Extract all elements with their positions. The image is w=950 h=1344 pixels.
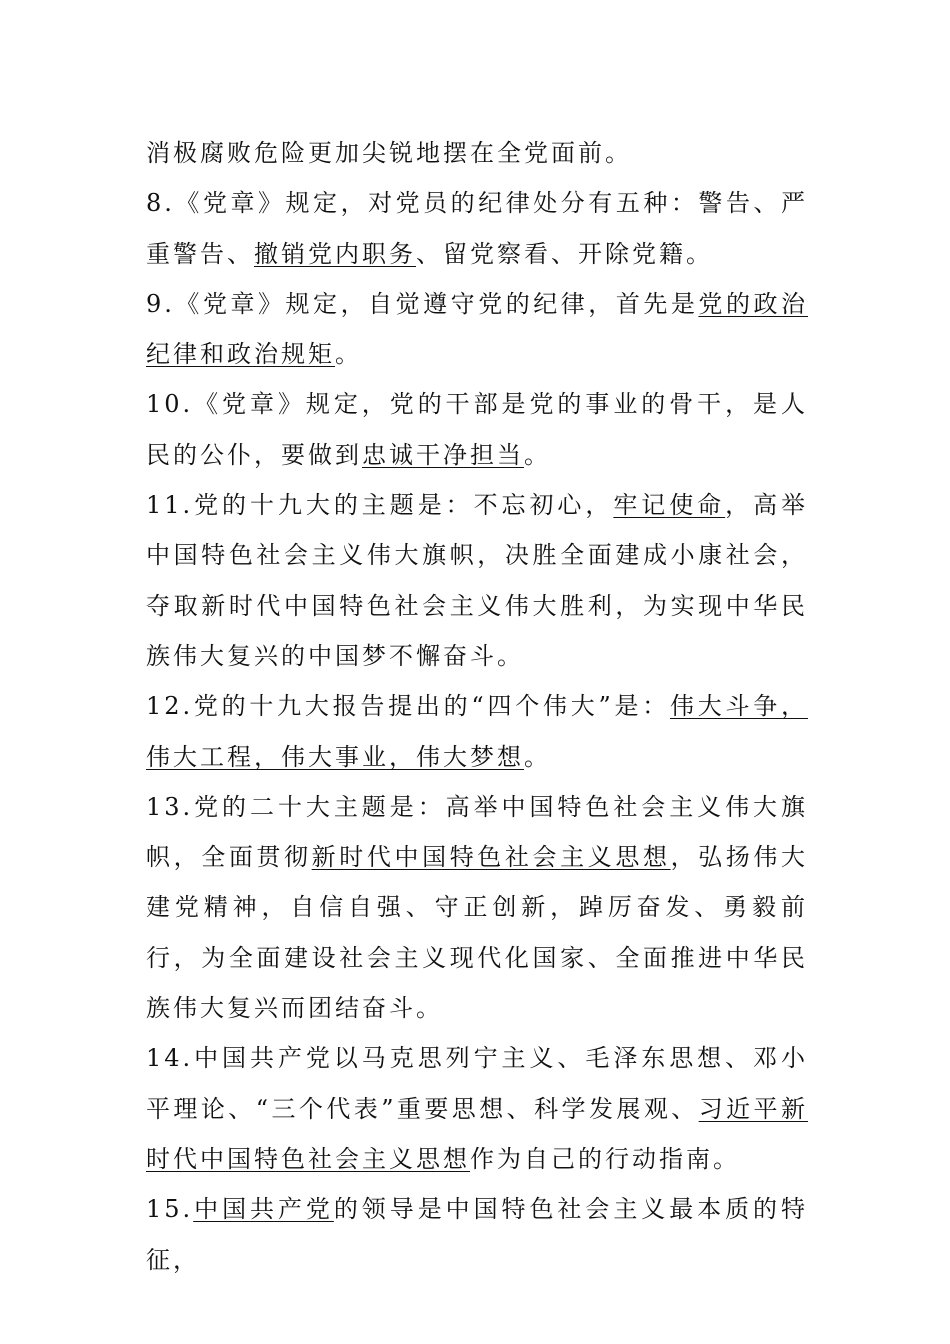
paragraph-item-9: [146, 279, 808, 380]
text-run: 8.《党章》规定，对党员的纪律处分有五种：警告、严重警告、: [146, 189, 808, 268]
paragraph-item-12: [146, 681, 808, 782]
paragraph-item-13: [146, 782, 808, 1033]
underlined-answer: 伟大斗争，伟大工程，伟大事业，伟大梦想: [146, 692, 808, 771]
text-run: ，弘扬伟大建党精神，自信自强、守正创新，踔厉奋发、勇毅前行，为全面建设社会主义现代化国家、全面推进中华民族伟大复兴而团结奋斗。: [146, 843, 809, 1023]
document-page: [146, 128, 808, 1285]
underlined-answer: 习近平新时代中国特色社会主义思想: [146, 1094, 808, 1173]
text-run: 。: [524, 440, 551, 469]
paragraph-item-15: [146, 1184, 808, 1285]
text-run: 11.党的十九大的主题是：不忘初心，: [146, 491, 614, 520]
paragraph-continuation: [146, 128, 808, 178]
paragraph-item-14: [146, 1033, 808, 1184]
text-run: 、留党察看、开除党籍。: [416, 239, 713, 268]
underlined-answer: 忠诚干净担当: [362, 440, 524, 469]
text-run: 9.《党章》规定，自觉遵守党的纪律，首先是: [146, 289, 699, 318]
text-run: 消极腐败危险更加尖锐地摆在全党面前。: [146, 139, 632, 167]
text-run: 12.党的十九大报告提出的“四个伟大”是：: [146, 692, 670, 721]
text-run: 。: [335, 340, 362, 369]
paragraph-item-10: [146, 379, 808, 480]
text-run: 14.中国共产党以马克思列宁主义、毛泽东思想、邓小平理论、“三个代表”重要思想、科学发展观、: [146, 1044, 808, 1123]
text-run: ，高举中国特色社会主义伟大旗帜，决胜全面建成小康社会，夺取新时代中国特色社会主义伟大胜利，为实现中华民族伟大复兴的中国梦不懈奋斗。: [146, 491, 809, 670]
underlined-answer: 党的政治纪律和政治规矩: [146, 289, 808, 369]
text-run: 的领导是中国特色社会主义最本质的特征，: [146, 1195, 809, 1274]
underlined-answer: 牢记使命: [613, 491, 726, 520]
underlined-answer: 撤销党内职务: [254, 239, 416, 268]
underlined-answer: 中国共产党: [193, 1195, 334, 1224]
text-run: 10.《党章》规定，党的干部是党的事业的骨干，是人民的公仆，要做到: [146, 390, 808, 469]
text-run: 作为自己的行动指南。: [470, 1144, 740, 1173]
underlined-answer: 新时代中国特色社会主义思想: [311, 843, 671, 872]
text-run: 15.: [146, 1195, 194, 1224]
paragraph-item-11: [146, 480, 808, 681]
paragraph-item-8: [146, 178, 808, 279]
text-run: 。: [524, 742, 551, 771]
text-run: 13.党的二十大主题是：高举中国特色社会主义伟大旗帜，全面贯彻: [146, 792, 808, 872]
